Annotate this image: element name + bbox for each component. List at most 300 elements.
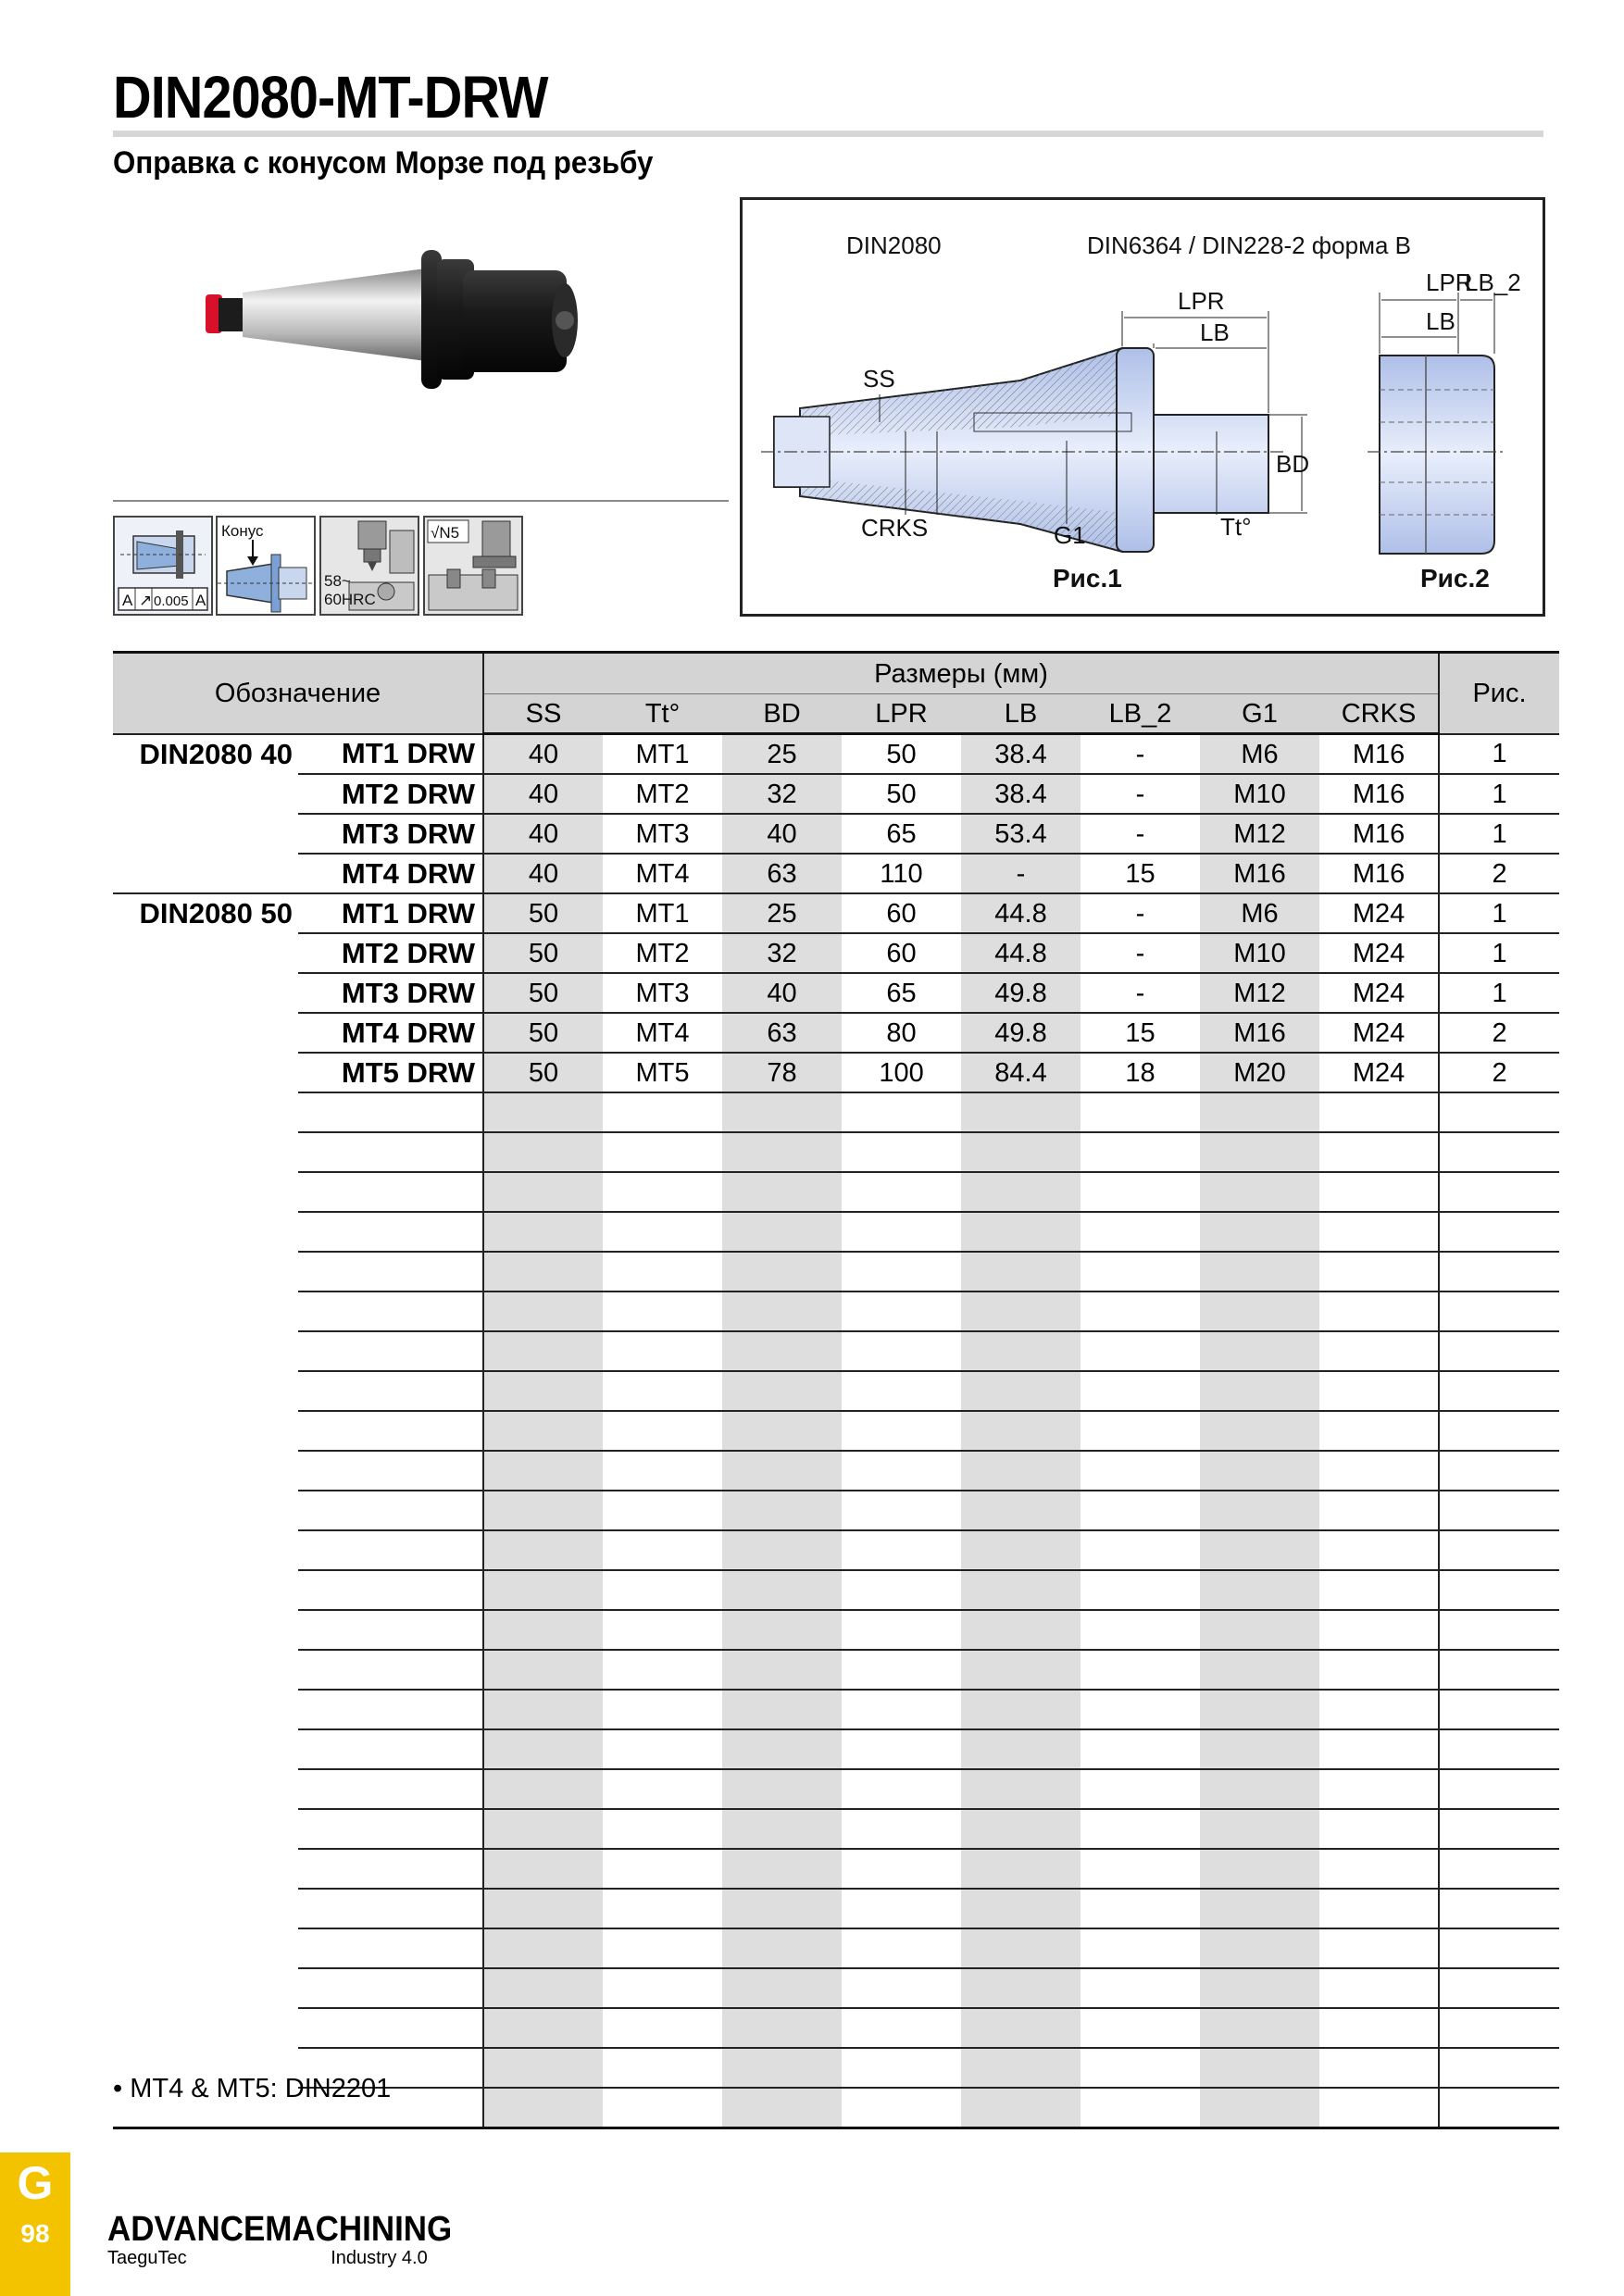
- cell-bd: 63: [722, 1013, 842, 1053]
- cell-bd: [722, 1092, 842, 1132]
- row-code: MT4 DRW: [298, 1013, 483, 1053]
- cell-tt-: [603, 1610, 722, 1650]
- cell-tt-: [603, 1809, 722, 1849]
- table-row: [113, 1849, 1559, 1889]
- header-col-crks: CRKS: [1319, 694, 1439, 734]
- row-code: [298, 1331, 483, 1371]
- row-prefix: [113, 1690, 298, 1729]
- cell-crks: [1319, 1411, 1439, 1451]
- cell-lb: 53.4: [961, 814, 1081, 854]
- cell-g1: [1200, 1809, 1319, 1849]
- table-row: [113, 1889, 1559, 1928]
- cell-crks: [1319, 1092, 1439, 1132]
- header-col-ss: SS: [483, 694, 603, 734]
- cell-lb: 49.8: [961, 1013, 1081, 1053]
- cell-lpr: [842, 2048, 961, 2088]
- cell-g1: [1200, 1411, 1319, 1451]
- fig1-label: Рис.1: [1053, 564, 1122, 593]
- cell-crks: [1319, 1292, 1439, 1331]
- table-row: [113, 1212, 1559, 1252]
- cell-tt-: [603, 1172, 722, 1212]
- cell-fig: [1439, 1132, 1559, 1172]
- cell-fig: [1439, 1928, 1559, 1968]
- svg-text:LB: LB: [1200, 318, 1230, 346]
- cell-fig: [1439, 1729, 1559, 1769]
- cell-ss: [483, 1610, 603, 1650]
- cell-lpr: 50: [842, 734, 961, 775]
- cell-lb-2: [1081, 1371, 1200, 1411]
- svg-text:↗: ↗: [139, 592, 153, 609]
- cell-lb-2: [1081, 1092, 1200, 1132]
- cell-tt-: [603, 1928, 722, 1968]
- cell-lpr: 65: [842, 814, 961, 854]
- cell-lb: [961, 1690, 1081, 1729]
- row-code: [298, 1809, 483, 1849]
- row-prefix: [113, 1092, 298, 1132]
- cell-lpr: 100: [842, 1053, 961, 1092]
- cell-lpr: [842, 1451, 961, 1491]
- cell-fig: [1439, 1172, 1559, 1212]
- cell-lb-2: [1081, 2088, 1200, 2128]
- header-col-lb: LB: [961, 694, 1081, 734]
- cell-lb-2: -: [1081, 774, 1200, 814]
- cell-crks: [1319, 2008, 1439, 2048]
- row-prefix: DIN2080 50: [113, 893, 298, 933]
- cell-crks: [1319, 1968, 1439, 2008]
- cell-bd: [722, 1889, 842, 1928]
- table-row: [113, 1252, 1559, 1292]
- row-prefix: [113, 1491, 298, 1530]
- runout-icon: [113, 516, 213, 616]
- table-row: [113, 1331, 1559, 1371]
- cell-lpr: 50: [842, 774, 961, 814]
- cell-lb-2: [1081, 1570, 1200, 1610]
- cell-lpr: [842, 1849, 961, 1889]
- cell-ss: [483, 1889, 603, 1928]
- table-row: [113, 893, 1559, 933]
- row-code: [298, 1371, 483, 1411]
- cell-ss: [483, 1729, 603, 1769]
- cell-crks: [1319, 1928, 1439, 1968]
- cell-lb-2: [1081, 1928, 1200, 1968]
- brand-logo: [107, 2211, 482, 2268]
- svg-text:LB_2: LB_2: [1465, 268, 1521, 296]
- row-code: MT4 DRW: [298, 854, 483, 893]
- logo-left: TaeguTec: [107, 2248, 187, 2268]
- cell-crks: [1319, 2088, 1439, 2128]
- cell-lb: [961, 1928, 1081, 1968]
- cell-lb: [961, 1292, 1081, 1331]
- table-row: [113, 1013, 1559, 1053]
- cell-g1: [1200, 1530, 1319, 1570]
- row-code: [298, 1132, 483, 1172]
- cell-lpr: 65: [842, 973, 961, 1013]
- header-fig: Рис.: [1439, 653, 1559, 734]
- cell-tt-: MT3: [603, 814, 722, 854]
- cell-g1: M6: [1200, 893, 1319, 933]
- cell-lpr: 60: [842, 893, 961, 933]
- cell-crks: M24: [1319, 933, 1439, 973]
- cell-lb-2: [1081, 1212, 1200, 1252]
- row-prefix: [113, 1928, 298, 1968]
- cell-lb-2: [1081, 1172, 1200, 1212]
- title-rule: [113, 131, 1543, 137]
- row-prefix: [113, 1371, 298, 1411]
- cell-lpr: [842, 1968, 961, 2008]
- table-row: [113, 973, 1559, 1013]
- technical-drawing: [740, 197, 1545, 617]
- cell-lpr: 110: [842, 854, 961, 893]
- cell-fig: 2: [1439, 1053, 1559, 1092]
- cell-lb-2: [1081, 1889, 1200, 1928]
- cell-lb-2: [1081, 1809, 1200, 1849]
- row-prefix: [113, 1132, 298, 1172]
- svg-text:√N5: √N5: [431, 524, 460, 542]
- cell-ss: 40: [483, 734, 603, 775]
- cell-bd: 25: [722, 893, 842, 933]
- cell-tt-: [603, 1650, 722, 1690]
- cell-ss: [483, 1968, 603, 2008]
- cell-lpr: [842, 1172, 961, 1212]
- cell-crks: M24: [1319, 893, 1439, 933]
- row-code: [298, 1889, 483, 1928]
- table-row: [113, 1968, 1559, 2008]
- cell-fig: 1: [1439, 893, 1559, 933]
- row-code: [298, 1650, 483, 1690]
- cell-fig: [1439, 1530, 1559, 1570]
- cell-lb-2: 15: [1081, 1013, 1200, 1053]
- svg-text:LB: LB: [1426, 307, 1455, 335]
- cell-fig: [1439, 1212, 1559, 1252]
- cell-crks: M24: [1319, 973, 1439, 1013]
- cell-bd: 25: [722, 734, 842, 775]
- cell-fig: [1439, 2048, 1559, 2088]
- cell-fig: [1439, 1809, 1559, 1849]
- table-row: [113, 1928, 1559, 1968]
- cell-lb: [961, 1411, 1081, 1451]
- cell-fig: [1439, 1968, 1559, 2008]
- cell-lb: [961, 2088, 1081, 2128]
- cell-fig: [1439, 1849, 1559, 1889]
- cell-ss: 40: [483, 814, 603, 854]
- table-row: [113, 933, 1559, 973]
- cell-ss: [483, 1411, 603, 1451]
- cell-tt-: [603, 1889, 722, 1928]
- cell-lpr: [842, 1889, 961, 1928]
- row-code: [298, 1849, 483, 1889]
- cell-ss: 50: [483, 1053, 603, 1092]
- cell-bd: [722, 1491, 842, 1530]
- cell-lb: [961, 1968, 1081, 2008]
- table-row: [113, 1610, 1559, 1650]
- hardness-icon: [319, 516, 419, 616]
- cell-lb: [961, 1889, 1081, 1928]
- cell-ss: 50: [483, 893, 603, 933]
- row-prefix: [113, 1013, 298, 1053]
- cell-lpr: [842, 1769, 961, 1809]
- svg-text:0.005: 0.005: [154, 593, 189, 609]
- cell-g1: [1200, 1889, 1319, 1928]
- cell-tt-: MT1: [603, 734, 722, 775]
- cell-g1: [1200, 1849, 1319, 1889]
- cell-lb-2: -: [1081, 973, 1200, 1013]
- cell-g1: [1200, 1610, 1319, 1650]
- cell-lb: 38.4: [961, 734, 1081, 775]
- cell-g1: [1200, 1491, 1319, 1530]
- cell-lb: [961, 1172, 1081, 1212]
- table-row: [113, 1172, 1559, 1212]
- cell-crks: M24: [1319, 1053, 1439, 1092]
- cell-ss: 40: [483, 854, 603, 893]
- row-code: [298, 2008, 483, 2048]
- product-photo: [185, 231, 639, 417]
- cell-bd: [722, 1530, 842, 1570]
- cell-lpr: [842, 1292, 961, 1331]
- row-code: MT3 DRW: [298, 973, 483, 1013]
- cell-tt-: [603, 1092, 722, 1132]
- row-prefix: [113, 1172, 298, 1212]
- cell-tt-: [603, 1331, 722, 1371]
- row-prefix: [113, 1769, 298, 1809]
- cell-tt-: [603, 1968, 722, 2008]
- cell-tt-: [603, 1292, 722, 1331]
- cell-lb: [961, 1729, 1081, 1769]
- table-row: [113, 1411, 1559, 1451]
- cell-lpr: [842, 1809, 961, 1849]
- cell-tt-: MT2: [603, 933, 722, 973]
- cell-lb: 44.8: [961, 893, 1081, 933]
- cell-lb-2: [1081, 1769, 1200, 1809]
- cell-fig: 1: [1439, 933, 1559, 973]
- row-code: MT1 DRW: [298, 734, 483, 775]
- cell-fig: [1439, 1092, 1559, 1132]
- cell-g1: M6: [1200, 734, 1319, 775]
- cell-crks: [1319, 1769, 1439, 1809]
- cell-fig: [1439, 1411, 1559, 1451]
- cell-tt-: [603, 1491, 722, 1530]
- table-row: [113, 1690, 1559, 1729]
- cell-tt-: MT5: [603, 1053, 722, 1092]
- cell-bd: [722, 1411, 842, 1451]
- row-prefix: [113, 973, 298, 1013]
- cell-tt-: [603, 1212, 722, 1252]
- cell-lpr: [842, 1650, 961, 1690]
- table-row: [113, 2008, 1559, 2048]
- cell-fig: 2: [1439, 1013, 1559, 1053]
- cell-crks: M24: [1319, 1013, 1439, 1053]
- cell-ss: [483, 1252, 603, 1292]
- row-prefix: [113, 1610, 298, 1650]
- cell-bd: [722, 1809, 842, 1849]
- row-code: [298, 1252, 483, 1292]
- cell-lb: [961, 1252, 1081, 1292]
- cell-g1: [1200, 1292, 1319, 1331]
- cell-bd: [722, 1451, 842, 1491]
- cell-ss: [483, 2048, 603, 2088]
- cell-ss: [483, 1570, 603, 1610]
- row-prefix: [113, 1053, 298, 1092]
- row-prefix: [113, 1212, 298, 1252]
- row-prefix: [113, 1292, 298, 1331]
- table-row: [113, 1491, 1559, 1530]
- cell-lb: [961, 1092, 1081, 1132]
- row-prefix: [113, 933, 298, 973]
- cell-lb-2: [1081, 1292, 1200, 1331]
- cell-tt-: [603, 1530, 722, 1570]
- cell-lpr: [842, 1371, 961, 1411]
- taper-icon: [216, 516, 316, 616]
- cell-g1: [1200, 1331, 1319, 1371]
- fig2-label: Рис.2: [1420, 564, 1490, 593]
- table-row: [113, 1570, 1559, 1610]
- cell-bd: [722, 1172, 842, 1212]
- cell-ss: [483, 1371, 603, 1411]
- section-letter: G: [17, 2157, 54, 2209]
- cell-bd: [722, 1292, 842, 1331]
- cell-lb-2: [1081, 2048, 1200, 2088]
- cell-lpr: [842, 1729, 961, 1769]
- cell-fig: [1439, 1491, 1559, 1530]
- cell-crks: [1319, 1610, 1439, 1650]
- cell-ss: [483, 1491, 603, 1530]
- cell-crks: [1319, 1809, 1439, 1849]
- cell-bd: [722, 1928, 842, 1968]
- table-row: [113, 1292, 1559, 1331]
- cell-ss: [483, 1092, 603, 1132]
- svg-text:CRKS: CRKS: [861, 514, 929, 542]
- cell-lpr: [842, 1331, 961, 1371]
- header-col-lb-2: LB_2: [1081, 694, 1200, 734]
- row-prefix: [113, 1889, 298, 1928]
- cell-lpr: [842, 1610, 961, 1650]
- cell-g1: M10: [1200, 774, 1319, 814]
- cell-g1: [1200, 2008, 1319, 2048]
- cell-fig: 1: [1439, 734, 1559, 775]
- cell-ss: [483, 1331, 603, 1371]
- cell-bd: [722, 2088, 842, 2128]
- cell-fig: [1439, 1292, 1559, 1331]
- std-left-label: DIN2080: [846, 231, 942, 259]
- cell-lb-2: [1081, 1610, 1200, 1650]
- cell-ss: [483, 1451, 603, 1491]
- cell-lb-2: [1081, 1491, 1200, 1530]
- row-code: [298, 1411, 483, 1451]
- cell-g1: M12: [1200, 814, 1319, 854]
- row-prefix: [113, 1331, 298, 1371]
- cell-bd: 32: [722, 774, 842, 814]
- cell-lb: [961, 1530, 1081, 1570]
- cell-lb-2: [1081, 1650, 1200, 1690]
- cell-bd: [722, 1690, 842, 1729]
- row-prefix: [113, 854, 298, 893]
- cell-crks: [1319, 1132, 1439, 1172]
- cell-lb-2: [1081, 1451, 1200, 1491]
- cell-bd: [722, 1729, 842, 1769]
- cell-ss: 50: [483, 973, 603, 1013]
- cell-bd: [722, 1650, 842, 1690]
- cell-lb: -: [961, 854, 1081, 893]
- cell-ss: 50: [483, 1013, 603, 1053]
- cell-g1: [1200, 1371, 1319, 1411]
- header-col-tt-: Tt°: [603, 694, 722, 734]
- cell-crks: [1319, 1212, 1439, 1252]
- cell-ss: [483, 1650, 603, 1690]
- surface-finish-icon: [423, 516, 523, 616]
- cell-bd: [722, 1132, 842, 1172]
- cell-bd: [722, 1849, 842, 1889]
- cell-bd: [722, 2008, 842, 2048]
- row-prefix: [113, 814, 298, 854]
- cell-g1: [1200, 1968, 1319, 2008]
- cell-fig: 2: [1439, 854, 1559, 893]
- cell-ss: 40: [483, 774, 603, 814]
- cell-g1: [1200, 1570, 1319, 1610]
- cell-tt-: [603, 2048, 722, 2088]
- cell-bd: [722, 1331, 842, 1371]
- cell-lb: [961, 1849, 1081, 1889]
- cell-lb-2: -: [1081, 734, 1200, 775]
- cell-lpr: [842, 1570, 961, 1610]
- row-code: [298, 1530, 483, 1570]
- row-code: [298, 1212, 483, 1252]
- cell-fig: 1: [1439, 774, 1559, 814]
- cell-lpr: [842, 1928, 961, 1968]
- cell-bd: 40: [722, 973, 842, 1013]
- svg-text:Tt°: Tt°: [1220, 513, 1252, 541]
- cell-fig: [1439, 1451, 1559, 1491]
- cell-lpr: [842, 1212, 961, 1252]
- cell-lb-2: [1081, 1252, 1200, 1292]
- cell-lpr: [842, 1411, 961, 1451]
- cell-lb-2: 15: [1081, 854, 1200, 893]
- cell-lb-2: -: [1081, 933, 1200, 973]
- svg-text:58~: 58~: [324, 572, 351, 590]
- cell-ss: [483, 1172, 603, 1212]
- cell-bd: 63: [722, 854, 842, 893]
- cell-lb: [961, 2048, 1081, 2088]
- cell-bd: [722, 1570, 842, 1610]
- cell-fig: [1439, 1610, 1559, 1650]
- table-row: [113, 1809, 1559, 1849]
- cell-crks: [1319, 1570, 1439, 1610]
- cell-fig: [1439, 1570, 1559, 1610]
- row-prefix: [113, 1729, 298, 1769]
- cell-tt-: [603, 1132, 722, 1172]
- cell-lb: [961, 1809, 1081, 1849]
- cell-lpr: [842, 1092, 961, 1132]
- cell-g1: [1200, 1172, 1319, 1212]
- svg-text:60HRC: 60HRC: [324, 591, 376, 608]
- row-code: MT2 DRW: [298, 774, 483, 814]
- cell-lb-2: [1081, 1530, 1200, 1570]
- row-code: [298, 1292, 483, 1331]
- cell-tt-: MT4: [603, 1013, 722, 1053]
- cell-bd: [722, 1252, 842, 1292]
- cell-lb: 44.8: [961, 933, 1081, 973]
- row-code: [298, 1172, 483, 1212]
- cell-tt-: [603, 1252, 722, 1292]
- spec-table: [113, 651, 1559, 2129]
- cell-tt-: MT4: [603, 854, 722, 893]
- table-row: [113, 1769, 1559, 1809]
- cell-fig: [1439, 1889, 1559, 1928]
- cell-bd: [722, 1968, 842, 2008]
- cell-lb: [961, 1650, 1081, 1690]
- page-number: 98: [20, 2219, 50, 2248]
- cell-g1: [1200, 1092, 1319, 1132]
- cell-bd: 78: [722, 1053, 842, 1092]
- svg-text:A: A: [122, 592, 133, 609]
